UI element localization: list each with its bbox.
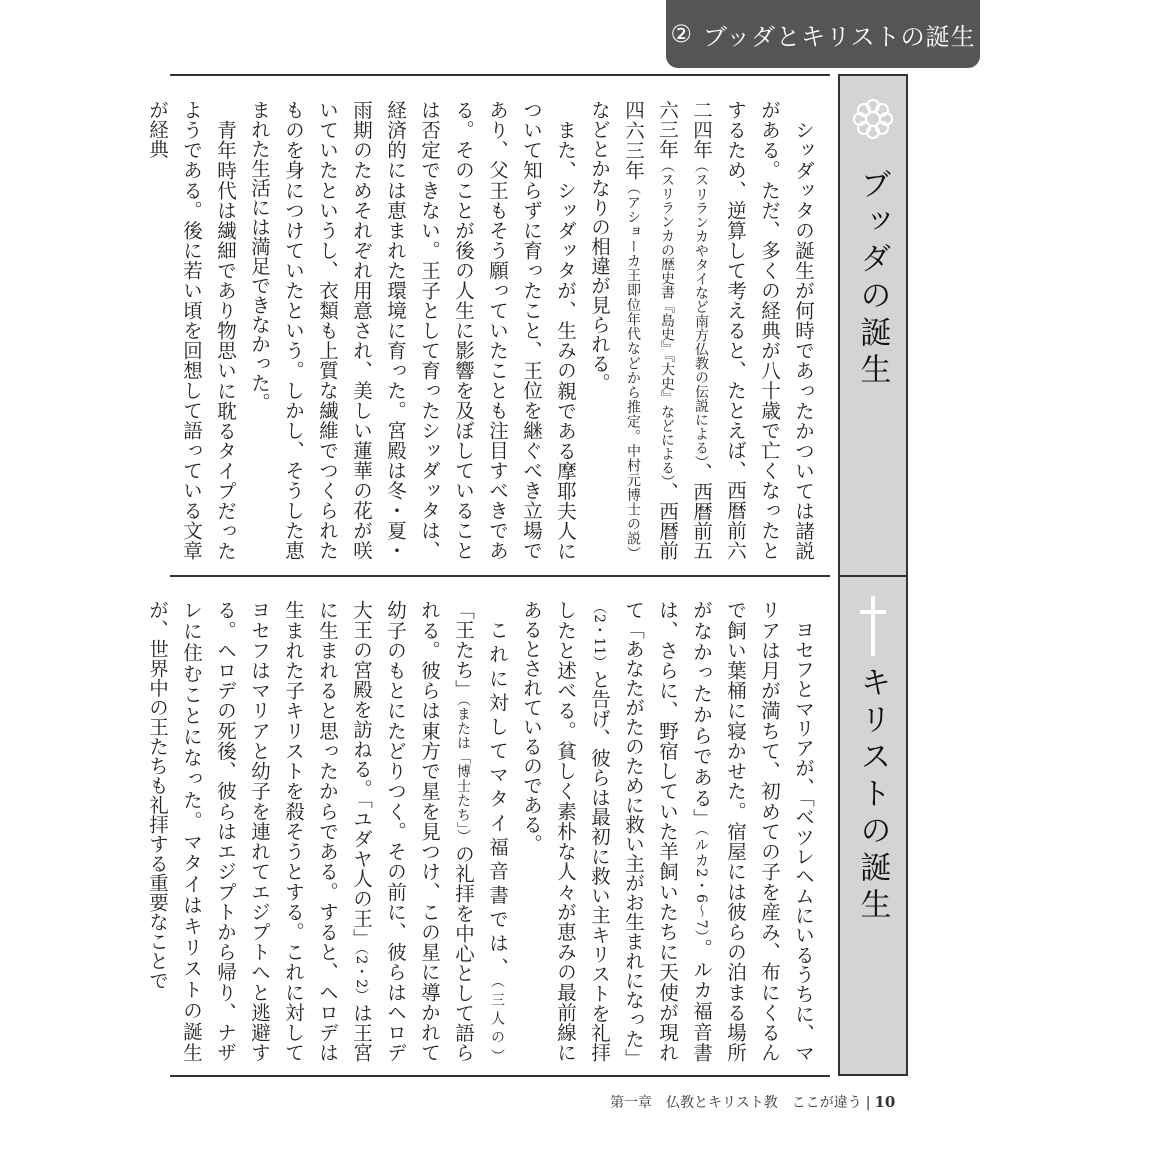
christ-paragraph-1: ヨセフとマリアが、「ベツレヘムにいるうちに、マリアは月が満ちて、初めての子を産み、布にくるんで飼い葉桶に寝かせた。宿屋には彼らの泊まる場所がなかったからである」（ルカ2・6〜7）。ルカ福音書は、さらに、野宿していた羊飼いたちに天使が現れて「あなたがたのために救い主がお生まれになった」（2・11）と告げ、彼らは最初に救い主キリストを礼拝したと述べる。貧しく素朴な人々が恵みの最前線にあるとされているのである。 [520, 600, 815, 1068]
buddha-paragraph-2: また、シッダッタが、生みの親である摩耶夫人について知らずに育ったこと、王位を継ぐべき立場であり、父王もそう願っていたことも注目すべきである。そのことが後の人生に影響を及ぼしていることは否定できない。王子として育ったシッダッタは、経済的には恵まれた環境に育った。宮殿は冬・夏・雨期のためそれぞれ用意され、美しい蓮華の花が咲いていたというし、衣類も上質な繊維でつくられたものを身につけていたという。しかし、そうした恵まれた生活には満足できなかった。 [248, 100, 577, 560]
christ-paragraph-2: これに対してマタイ福音書では、（三人の）「王たち」（または「博士たち」）の礼拝を中心として語られる。彼らは東方で星を見つけ、この星に導かれて幼子のもとにたどりつく。その前に、彼らはヘロデ大王の宮殿を訪ねる。「ユダヤ人の王」（2・2）は王宮に生まれると思ったからである。すると、ヘロデは生まれた子キリストを殺そうとする。これに対してヨセフはマリアと幼子を連れてエジプトへと逃避する。ヘロデの死後、彼らはエジプトから帰り、ナザレに住むことになった。マタイはキリストの誕生が、世界中の王たちも礼拝する重要なことで [146, 600, 509, 1063]
christ-body [146, 600, 820, 1068]
buddha-paragraph-3: 青年時代は繊細であり物思いに耽るタイプだったようである。後に若い頃を回想して語っている文章が経典 [146, 100, 237, 560]
top-rule [170, 74, 830, 76]
buddha-heading: ブッダの誕生 [854, 168, 891, 390]
buddha-body [146, 100, 820, 561]
bottom-rule [170, 1075, 830, 1077]
lotus-flower-icon [850, 96, 896, 142]
section-title: ブッダとキリストの誕生 [702, 22, 976, 51]
footer-divider: | [865, 1095, 871, 1111]
buddha-paragraph-1: シッダッタの誕生が何時であったかついては諸説がある。ただ、多くの経典が八十歳で亡くなったとするため、逆算して考えると、たとえば、西暦前六二四年（スリランカやタイなど南方仏教の伝説による）、西暦前五六三年（スリランカの歴史書『島史』『大史』などによる）、西暦前四六三年（アショーカ王即位年代などから推定。中村元博士の説）などとかなりの相違が見られる。 [588, 100, 815, 561]
sidebar-separator [838, 575, 908, 577]
section-tab [666, 0, 980, 68]
chapter-label: 第一章 仏教とキリスト教 ここが違う [610, 1095, 862, 1111]
page-number: 10 [874, 1093, 896, 1111]
christ-heading: キリストの誕生 [854, 666, 891, 925]
section-sidebar [838, 74, 908, 1076]
page-footer [610, 1092, 895, 1112]
section-number: ② [670, 20, 693, 48]
middle-rule [170, 575, 830, 577]
cross-icon [860, 596, 886, 656]
